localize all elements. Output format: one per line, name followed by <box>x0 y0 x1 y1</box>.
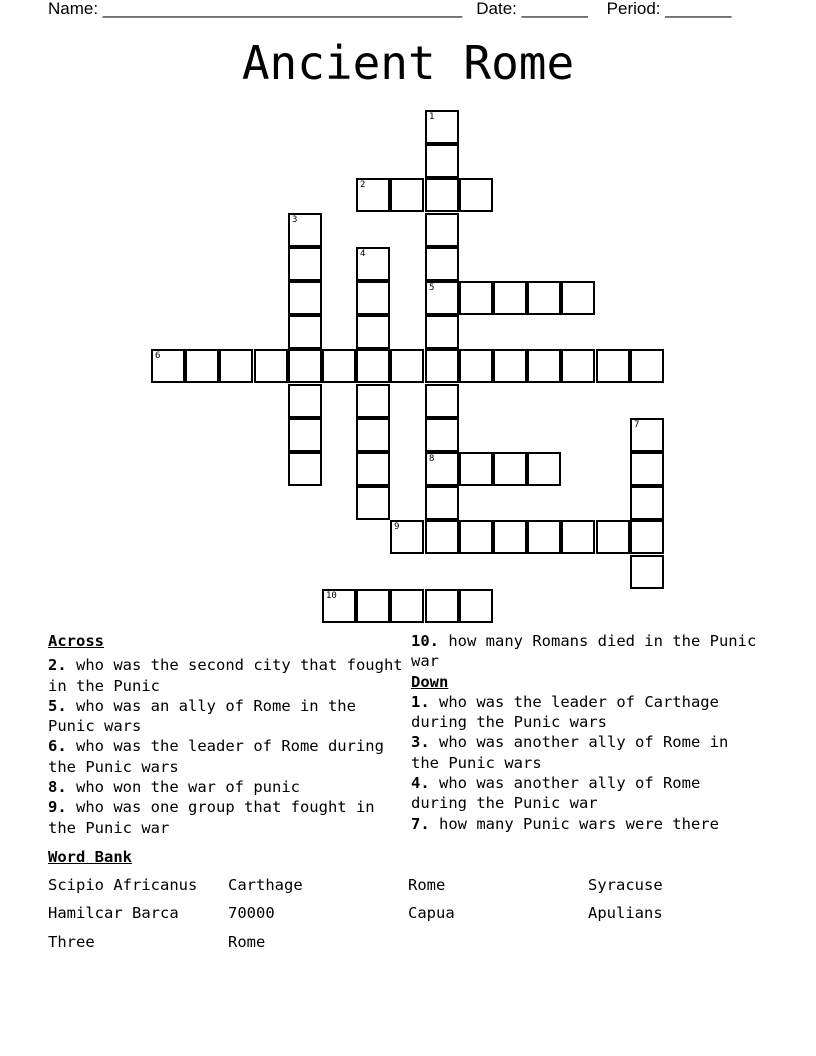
crossword-cell[interactable] <box>356 247 390 281</box>
crossword-cell[interactable] <box>390 178 424 212</box>
clue-text: who was the leader of Carthage during the Punic wars <box>411 692 719 732</box>
crossword-cell[interactable] <box>185 349 219 383</box>
clue-across-8 <box>48 777 404 797</box>
crossword-cell[interactable] <box>596 349 630 383</box>
crossword-cell[interactable] <box>356 349 390 383</box>
clue-text: who was one group that fought in the Punic war <box>48 798 375 837</box>
clue-number: 10. <box>411 632 439 650</box>
clue-text: who won the war of punic <box>76 778 300 797</box>
cell-number: 8 <box>429 454 435 464</box>
clue-text: who was an ally of Rome in the Punic wars <box>48 696 356 736</box>
cell-number: 5 <box>429 283 435 293</box>
crossword-cell[interactable] <box>596 520 630 554</box>
crossword-cell[interactable] <box>459 281 493 315</box>
clue-down-4 <box>411 773 761 814</box>
crossword-cell[interactable] <box>356 418 390 452</box>
crossword-cell[interactable] <box>459 520 493 554</box>
word-bank-item: Three <box>48 933 95 951</box>
cell-number: 2 <box>360 180 366 190</box>
word-bank-item: Hamilcar Barca <box>48 904 179 922</box>
clue-number: 6. <box>48 737 67 756</box>
crossword-cell[interactable] <box>288 315 322 349</box>
word-bank-item: Capua <box>408 904 455 922</box>
crossword-cell[interactable] <box>630 452 664 486</box>
crossword-cell[interactable] <box>425 589 459 623</box>
down-heading: Down <box>411 672 449 691</box>
word-bank-item: Carthage <box>228 876 303 894</box>
clues-left-column <box>48 631 404 838</box>
word-bank-item: Scipio Africanus <box>48 876 198 894</box>
crossword-cell[interactable] <box>493 349 527 383</box>
clue-down-1 <box>411 692 761 733</box>
word-bank-item: Apulians <box>588 904 663 922</box>
crossword-cell[interactable] <box>630 349 664 383</box>
crossword-cell[interactable] <box>288 418 322 452</box>
crossword-cell[interactable] <box>459 349 493 383</box>
word-bank-item: Rome <box>228 933 266 951</box>
clue-text: who was another ally of Rome in the Punic wars <box>411 733 729 772</box>
crossword-cell[interactable] <box>425 110 459 144</box>
crossword-cell[interactable] <box>356 589 390 623</box>
crossword-cell[interactable] <box>425 418 459 452</box>
clue-number: 5. <box>48 696 67 715</box>
clue-number: 4. <box>411 774 430 793</box>
crossword-cell[interactable] <box>356 452 390 486</box>
crossword-cell[interactable] <box>425 144 459 178</box>
cell-number: 1 <box>429 112 435 122</box>
clue-number: 9. <box>48 798 67 817</box>
cell-number: 9 <box>394 522 400 532</box>
crossword-cell[interactable] <box>459 589 493 623</box>
crossword-cell[interactable] <box>425 452 459 486</box>
clue-across-6 <box>48 736 404 777</box>
crossword-cell[interactable] <box>322 589 356 623</box>
clue-across-5 <box>48 696 404 737</box>
crossword-cell[interactable] <box>356 384 390 418</box>
crossword-cell[interactable] <box>527 281 561 315</box>
crossword-cell[interactable] <box>527 520 561 554</box>
cell-number: 4 <box>360 249 366 259</box>
crossword-cell[interactable] <box>356 486 390 520</box>
word-bank-item: Rome <box>408 876 446 894</box>
crossword-cell[interactable] <box>425 520 459 554</box>
crossword-cell[interactable] <box>527 349 561 383</box>
crossword-cell[interactable] <box>288 452 322 486</box>
crossword-cell[interactable] <box>561 520 595 554</box>
crossword-cell[interactable] <box>630 520 664 554</box>
crossword-cell[interactable] <box>254 349 288 383</box>
crossword-cell[interactable] <box>527 452 561 486</box>
cell-number: 3 <box>292 215 298 225</box>
crossword-cell[interactable] <box>561 349 595 383</box>
word-bank-item: Syracuse <box>588 876 663 894</box>
word-bank-title: Word Bank <box>48 848 132 866</box>
crossword-cell[interactable] <box>425 486 459 520</box>
crossword-cell[interactable] <box>356 178 390 212</box>
crossword-cell[interactable] <box>493 452 527 486</box>
crossword-cell[interactable] <box>390 520 424 554</box>
clue-across-10 <box>411 631 761 672</box>
crossword-cell[interactable] <box>425 384 459 418</box>
cell-number: 10 <box>326 591 337 601</box>
crossword-cell[interactable] <box>288 281 322 315</box>
crossword-cell[interactable] <box>288 384 322 418</box>
crossword-cell[interactable] <box>219 349 253 383</box>
cell-number: 6 <box>155 351 161 361</box>
crossword-cell[interactable] <box>630 418 664 452</box>
word-bank-item: 70000 <box>228 904 275 922</box>
clue-text: how many Romans died in the Punic war <box>411 632 757 671</box>
page-title: Ancient Rome <box>241 36 575 90</box>
clue-text: who was the second city that fought in the Punic <box>48 656 403 695</box>
clue-text: how many Punic wars were there <box>439 814 719 833</box>
clue-number: 2. <box>48 656 67 675</box>
crossword-cell[interactable] <box>459 452 493 486</box>
crossword-cell[interactable] <box>356 281 390 315</box>
crossword-cell[interactable] <box>561 281 595 315</box>
crossword-cell[interactable] <box>425 247 459 281</box>
crossword-cell[interactable] <box>425 213 459 247</box>
clue-number: 3. <box>411 733 430 752</box>
worksheet-header: Name: ______________________________________ Date: _______ Period: _______ <box>48 0 732 18</box>
clue-number: 7. <box>411 814 430 833</box>
crossword-cell[interactable] <box>493 281 527 315</box>
clue-across-9 <box>48 797 404 838</box>
clue-number: 1. <box>411 692 430 711</box>
crossword-cell[interactable] <box>390 349 424 383</box>
crossword-cell[interactable] <box>425 315 459 349</box>
crossword-cell[interactable] <box>425 178 459 212</box>
across-heading: Across <box>48 632 104 650</box>
crossword-cell[interactable] <box>288 349 322 383</box>
clues-right-column <box>411 631 761 834</box>
crossword-cell[interactable] <box>459 178 493 212</box>
crossword-cell[interactable] <box>493 520 527 554</box>
clue-down-3 <box>411 732 761 773</box>
crossword-cell[interactable] <box>425 349 459 383</box>
cell-number: 7 <box>634 420 640 430</box>
crossword-cell[interactable] <box>288 247 322 281</box>
clue-across-2 <box>48 655 404 696</box>
crossword-cell[interactable] <box>151 349 185 383</box>
crossword-cell[interactable] <box>630 555 664 589</box>
clue-number: 8. <box>48 778 67 797</box>
clue-text: who was another ally of Rome during the Punic war <box>411 774 701 813</box>
crossword-cell[interactable] <box>390 589 424 623</box>
crossword-cell[interactable] <box>288 213 322 247</box>
crossword-cell[interactable] <box>425 281 459 315</box>
crossword-cell[interactable] <box>630 486 664 520</box>
crossword-cell[interactable] <box>322 349 356 383</box>
clue-text: who was the leader of Rome during the Punic wars <box>48 737 384 776</box>
clue-down-7 <box>411 814 761 834</box>
crossword-cell[interactable] <box>356 315 390 349</box>
